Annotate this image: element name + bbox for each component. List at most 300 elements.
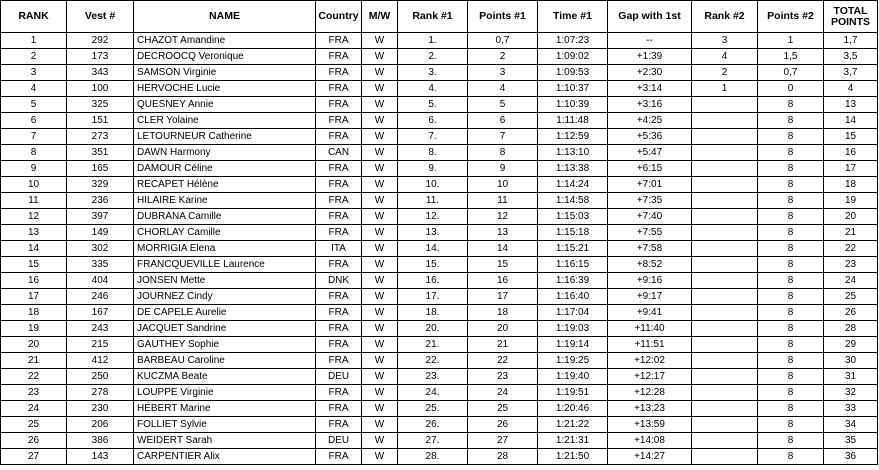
table-row (1, 273, 878, 289)
cell-name: QUESNEY Annie (134, 97, 316, 113)
cell-rank1: 10. (398, 177, 468, 193)
cell-time1: 1:21:22 (538, 417, 608, 433)
cell-mw: W (362, 369, 398, 385)
cell-time1: 1:15:21 (538, 241, 608, 257)
cell-points2: 8 (758, 193, 824, 209)
table-row (1, 145, 878, 161)
cell-name: HERVOCHE Lucie (134, 81, 316, 97)
table-row (1, 49, 878, 65)
header-points2: Points #2 (758, 1, 824, 33)
cell-gap: +7:58 (608, 241, 692, 257)
cell-mw: W (362, 97, 398, 113)
header-time1: Time #1 (538, 1, 608, 33)
cell-points1: 8 (468, 145, 538, 161)
cell-name: BARBEAU Caroline (134, 353, 316, 369)
cell-name: CLER Yolaine (134, 113, 316, 129)
table-row (1, 81, 878, 97)
cell-rank2: 2 (692, 65, 758, 81)
cell-points2: 8 (758, 305, 824, 321)
cell-mw: W (362, 49, 398, 65)
cell-name: FOLLIET Sylvie (134, 417, 316, 433)
cell-rank: 6 (1, 113, 67, 129)
table-row (1, 417, 878, 433)
cell-points1: 0,7 (468, 33, 538, 49)
cell-time1: 1:21:50 (538, 449, 608, 465)
cell-mw: W (362, 81, 398, 97)
cell-name: MORRIGIA Elena (134, 241, 316, 257)
cell-total-points: 26 (824, 305, 878, 321)
cell-points2: 8 (758, 353, 824, 369)
cell-rank: 10 (1, 177, 67, 193)
cell-points1: 12 (468, 209, 538, 225)
cell-rank1: 22. (398, 353, 468, 369)
cell-rank2 (692, 177, 758, 193)
cell-total-points: 32 (824, 385, 878, 401)
cell-mw: W (362, 129, 398, 145)
cell-country: FRA (316, 129, 362, 145)
cell-rank2 (692, 289, 758, 305)
cell-time1: 1:09:02 (538, 49, 608, 65)
cell-name: FRANCQUEVILLE Laurence (134, 257, 316, 273)
cell-time1: 1:16:39 (538, 273, 608, 289)
cell-rank1: 5. (398, 97, 468, 113)
table-row (1, 401, 878, 417)
cell-mw: W (362, 401, 398, 417)
cell-name: HILAIRE Karine (134, 193, 316, 209)
cell-mw: W (362, 353, 398, 369)
cell-rank: 20 (1, 337, 67, 353)
cell-total-points: 24 (824, 273, 878, 289)
cell-gap: +6:15 (608, 161, 692, 177)
cell-gap: +9:41 (608, 305, 692, 321)
cell-rank2 (692, 401, 758, 417)
cell-country: FRA (316, 401, 362, 417)
cell-gap: +9:17 (608, 289, 692, 305)
cell-points1: 25 (468, 401, 538, 417)
cell-time1: 1:13:10 (538, 145, 608, 161)
cell-country: FRA (316, 337, 362, 353)
cell-total-points: 1,7 (824, 33, 878, 49)
cell-points2: 8 (758, 209, 824, 225)
header-country: Country (316, 1, 362, 33)
cell-rank1: 7. (398, 129, 468, 145)
cell-rank1: 27. (398, 433, 468, 449)
cell-time1: 1:19:14 (538, 337, 608, 353)
table-row (1, 33, 878, 49)
cell-rank1: 15. (398, 257, 468, 273)
cell-country: FRA (316, 305, 362, 321)
header-mw: M/W (362, 1, 398, 33)
cell-time1: 1:21:31 (538, 433, 608, 449)
cell-gap: +5:47 (608, 145, 692, 161)
cell-points2: 8 (758, 369, 824, 385)
cell-vest: 302 (67, 241, 134, 257)
cell-name: DE CAPELE Aurelie (134, 305, 316, 321)
cell-rank2 (692, 161, 758, 177)
header-rank: RANK (1, 1, 67, 33)
cell-time1: 1:11:48 (538, 113, 608, 129)
cell-country: FRA (316, 161, 362, 177)
cell-rank: 8 (1, 145, 67, 161)
cell-mw: W (362, 33, 398, 49)
cell-mw: W (362, 417, 398, 433)
cell-vest: 100 (67, 81, 134, 97)
cell-gap: +12:02 (608, 353, 692, 369)
cell-country: DEU (316, 369, 362, 385)
cell-total-points: 31 (824, 369, 878, 385)
cell-rank: 7 (1, 129, 67, 145)
cell-rank: 17 (1, 289, 67, 305)
cell-mw: W (362, 449, 398, 465)
cell-vest: 173 (67, 49, 134, 65)
cell-time1: 1:16:15 (538, 257, 608, 273)
cell-gap: +1:39 (608, 49, 692, 65)
cell-total-points: 3,7 (824, 65, 878, 81)
cell-vest: 243 (67, 321, 134, 337)
cell-mw: W (362, 241, 398, 257)
cell-rank2 (692, 145, 758, 161)
cell-gap: +9:16 (608, 273, 692, 289)
table-row (1, 193, 878, 209)
cell-name: HÉBERT Marine (134, 401, 316, 417)
cell-points1: 23 (468, 369, 538, 385)
cell-rank1: 3. (398, 65, 468, 81)
cell-country: FRA (316, 81, 362, 97)
cell-total-points: 36 (824, 449, 878, 465)
cell-rank2 (692, 433, 758, 449)
cell-rank2 (692, 225, 758, 241)
cell-mw: W (362, 177, 398, 193)
cell-points2: 8 (758, 161, 824, 177)
cell-name: JOURNEZ Cindy (134, 289, 316, 305)
cell-time1: 1:09:53 (538, 65, 608, 81)
cell-points1: 10 (468, 177, 538, 193)
cell-rank: 23 (1, 385, 67, 401)
cell-time1: 1:14:24 (538, 177, 608, 193)
cell-total-points: 17 (824, 161, 878, 177)
table-row (1, 209, 878, 225)
cell-mw: W (362, 145, 398, 161)
cell-country: CAN (316, 145, 362, 161)
cell-vest: 167 (67, 305, 134, 321)
cell-points2: 0 (758, 81, 824, 97)
cell-rank: 13 (1, 225, 67, 241)
cell-country: FRA (316, 97, 362, 113)
cell-points2: 8 (758, 449, 824, 465)
cell-rank: 15 (1, 257, 67, 273)
cell-rank: 11 (1, 193, 67, 209)
cell-rank2 (692, 305, 758, 321)
cell-points1: 15 (468, 257, 538, 273)
cell-rank1: 12. (398, 209, 468, 225)
cell-mw: W (362, 305, 398, 321)
cell-total-points: 33 (824, 401, 878, 417)
cell-rank: 26 (1, 433, 67, 449)
table-row (1, 305, 878, 321)
cell-name: DAMOUR Céline (134, 161, 316, 177)
table-row (1, 433, 878, 449)
cell-points2: 8 (758, 113, 824, 129)
cell-name: SAMSON Virginie (134, 65, 316, 81)
cell-vest: 404 (67, 273, 134, 289)
cell-country: FRA (316, 177, 362, 193)
cell-gap: -- (608, 33, 692, 49)
cell-points1: 17 (468, 289, 538, 305)
cell-rank2 (692, 241, 758, 257)
cell-rank2: 4 (692, 49, 758, 65)
cell-mw: W (362, 321, 398, 337)
cell-rank1: 24. (398, 385, 468, 401)
cell-vest: 386 (67, 433, 134, 449)
cell-mw: W (362, 273, 398, 289)
cell-time1: 1:15:03 (538, 209, 608, 225)
cell-rank: 2 (1, 49, 67, 65)
cell-points1: 7 (468, 129, 538, 145)
results-body (1, 33, 878, 465)
cell-gap: +3:14 (608, 81, 692, 97)
table-row (1, 161, 878, 177)
cell-rank: 19 (1, 321, 67, 337)
cell-points1: 18 (468, 305, 538, 321)
table-row (1, 353, 878, 369)
cell-rank2 (692, 417, 758, 433)
header-rank2: Rank #2 (692, 1, 758, 33)
cell-name: KUCZMA Beate (134, 369, 316, 385)
cell-name: DUBRANA Camille (134, 209, 316, 225)
cell-points2: 8 (758, 385, 824, 401)
cell-mw: W (362, 385, 398, 401)
cell-name: WEIDERT Sarah (134, 433, 316, 449)
header-row (1, 1, 878, 33)
cell-vest: 165 (67, 161, 134, 177)
cell-country: DNK (316, 273, 362, 289)
cell-rank2: 3 (692, 33, 758, 49)
cell-points1: 27 (468, 433, 538, 449)
cell-points2: 8 (758, 129, 824, 145)
header-total-line2: POINTS (830, 15, 871, 28)
cell-points2: 8 (758, 241, 824, 257)
cell-mw: W (362, 433, 398, 449)
cell-rank2 (692, 353, 758, 369)
header-gap: Gap with 1st (608, 1, 692, 33)
cell-vest: 335 (67, 257, 134, 273)
cell-name: LETOURNEUR Catherine (134, 129, 316, 145)
header-rank1: Rank #1 (398, 1, 468, 33)
cell-time1: 1:13:38 (538, 161, 608, 177)
cell-rank2 (692, 321, 758, 337)
cell-rank1: 21. (398, 337, 468, 353)
header-points1: Points #1 (468, 1, 538, 33)
table-row (1, 321, 878, 337)
cell-rank1: 23. (398, 369, 468, 385)
cell-vest: 292 (67, 33, 134, 49)
table-row (1, 129, 878, 145)
cell-gap: +13:59 (608, 417, 692, 433)
cell-name: GAUTHEY Sophie (134, 337, 316, 353)
cell-country: FRA (316, 321, 362, 337)
cell-mw: W (362, 289, 398, 305)
cell-rank: 25 (1, 417, 67, 433)
cell-mw: W (362, 257, 398, 273)
cell-rank: 22 (1, 369, 67, 385)
cell-gap: +8:52 (608, 257, 692, 273)
cell-points2: 8 (758, 417, 824, 433)
cell-gap: +11:51 (608, 337, 692, 353)
cell-rank2 (692, 337, 758, 353)
cell-points2: 8 (758, 433, 824, 449)
cell-gap: +14:08 (608, 433, 692, 449)
cell-rank2 (692, 97, 758, 113)
table-row (1, 257, 878, 273)
cell-rank: 21 (1, 353, 67, 369)
cell-gap: +7:35 (608, 193, 692, 209)
cell-name: CHAZOT Amandine (134, 33, 316, 49)
cell-rank: 4 (1, 81, 67, 97)
cell-points2: 1,5 (758, 49, 824, 65)
cell-total-points: 15 (824, 129, 878, 145)
cell-rank1: 14. (398, 241, 468, 257)
cell-rank: 18 (1, 305, 67, 321)
table-row (1, 225, 878, 241)
cell-rank1: 26. (398, 417, 468, 433)
cell-time1: 1:19:51 (538, 385, 608, 401)
cell-country: FRA (316, 417, 362, 433)
cell-vest: 230 (67, 401, 134, 417)
cell-time1: 1:10:39 (538, 97, 608, 113)
header-vest: Vest # (67, 1, 134, 33)
cell-mw: W (362, 337, 398, 353)
table-row (1, 97, 878, 113)
cell-time1: 1:19:40 (538, 369, 608, 385)
table-row (1, 449, 878, 465)
cell-points1: 22 (468, 353, 538, 369)
cell-points1: 26 (468, 417, 538, 433)
cell-points1: 16 (468, 273, 538, 289)
cell-vest: 273 (67, 129, 134, 145)
cell-vest: 143 (67, 449, 134, 465)
cell-gap: +11:40 (608, 321, 692, 337)
cell-mw: W (362, 225, 398, 241)
cell-time1: 1:16:40 (538, 289, 608, 305)
cell-name: JACQUET Sandrine (134, 321, 316, 337)
cell-time1: 1:12:59 (538, 129, 608, 145)
cell-vest: 151 (67, 113, 134, 129)
cell-country: FRA (316, 385, 362, 401)
cell-rank: 9 (1, 161, 67, 177)
cell-rank1: 25. (398, 401, 468, 417)
header-total-line1: TOTAL (833, 4, 868, 17)
header-total-points (824, 1, 878, 33)
cell-rank2 (692, 209, 758, 225)
cell-name: CHORLAY Camille (134, 225, 316, 241)
cell-points2: 1 (758, 33, 824, 49)
cell-total-points: 16 (824, 145, 878, 161)
cell-points1: 21 (468, 337, 538, 353)
cell-mw: W (362, 113, 398, 129)
cell-country: DEU (316, 433, 362, 449)
cell-country: FRA (316, 257, 362, 273)
cell-time1: 1:17:04 (538, 305, 608, 321)
cell-rank1: 4. (398, 81, 468, 97)
cell-gap: +7:55 (608, 225, 692, 241)
cell-points1: 2 (468, 49, 538, 65)
cell-rank1: 17. (398, 289, 468, 305)
table-row (1, 241, 878, 257)
cell-total-points: 14 (824, 113, 878, 129)
cell-rank: 3 (1, 65, 67, 81)
cell-gap: +13:23 (608, 401, 692, 417)
cell-gap: +7:40 (608, 209, 692, 225)
cell-rank1: 2. (398, 49, 468, 65)
cell-time1: 1:10:37 (538, 81, 608, 97)
cell-time1: 1:19:25 (538, 353, 608, 369)
cell-name: JONSEN Mette (134, 273, 316, 289)
cell-time1: 1:19:03 (538, 321, 608, 337)
cell-total-points: 4 (824, 81, 878, 97)
cell-rank2 (692, 449, 758, 465)
cell-vest: 329 (67, 177, 134, 193)
cell-points2: 8 (758, 321, 824, 337)
table-row (1, 113, 878, 129)
cell-rank1: 18. (398, 305, 468, 321)
cell-time1: 1:20:46 (538, 401, 608, 417)
cell-country: FRA (316, 449, 362, 465)
cell-vest: 250 (67, 369, 134, 385)
cell-total-points: 34 (824, 417, 878, 433)
cell-vest: 206 (67, 417, 134, 433)
cell-points1: 11 (468, 193, 538, 209)
cell-total-points: 22 (824, 241, 878, 257)
cell-points1: 4 (468, 81, 538, 97)
cell-gap: +2:30 (608, 65, 692, 81)
cell-rank1: 28. (398, 449, 468, 465)
cell-name: RECAPET Hélène (134, 177, 316, 193)
cell-rank2 (692, 385, 758, 401)
cell-time1: 1:15:18 (538, 225, 608, 241)
cell-gap: +5:36 (608, 129, 692, 145)
cell-mw: W (362, 193, 398, 209)
cell-country: FRA (316, 289, 362, 305)
cell-total-points: 28 (824, 321, 878, 337)
cell-vest: 278 (67, 385, 134, 401)
table-row (1, 65, 878, 81)
cell-points2: 8 (758, 289, 824, 305)
cell-name: DAWN Harmony (134, 145, 316, 161)
cell-rank1: 20. (398, 321, 468, 337)
cell-points1: 3 (468, 65, 538, 81)
table-row (1, 177, 878, 193)
cell-mw: W (362, 65, 398, 81)
cell-gap: +4:25 (608, 113, 692, 129)
cell-points2: 8 (758, 273, 824, 289)
cell-total-points: 23 (824, 257, 878, 273)
cell-rank2: 1 (692, 81, 758, 97)
cell-country: ITA (316, 241, 362, 257)
cell-country: FRA (316, 353, 362, 369)
cell-rank1: 13. (398, 225, 468, 241)
cell-points1: 6 (468, 113, 538, 129)
cell-points2: 8 (758, 337, 824, 353)
cell-rank2 (692, 193, 758, 209)
table-row (1, 337, 878, 353)
cell-rank: 1 (1, 33, 67, 49)
cell-vest: 215 (67, 337, 134, 353)
cell-country: FRA (316, 33, 362, 49)
cell-rank: 5 (1, 97, 67, 113)
table-row (1, 289, 878, 305)
cell-rank: 24 (1, 401, 67, 417)
cell-rank1: 11. (398, 193, 468, 209)
